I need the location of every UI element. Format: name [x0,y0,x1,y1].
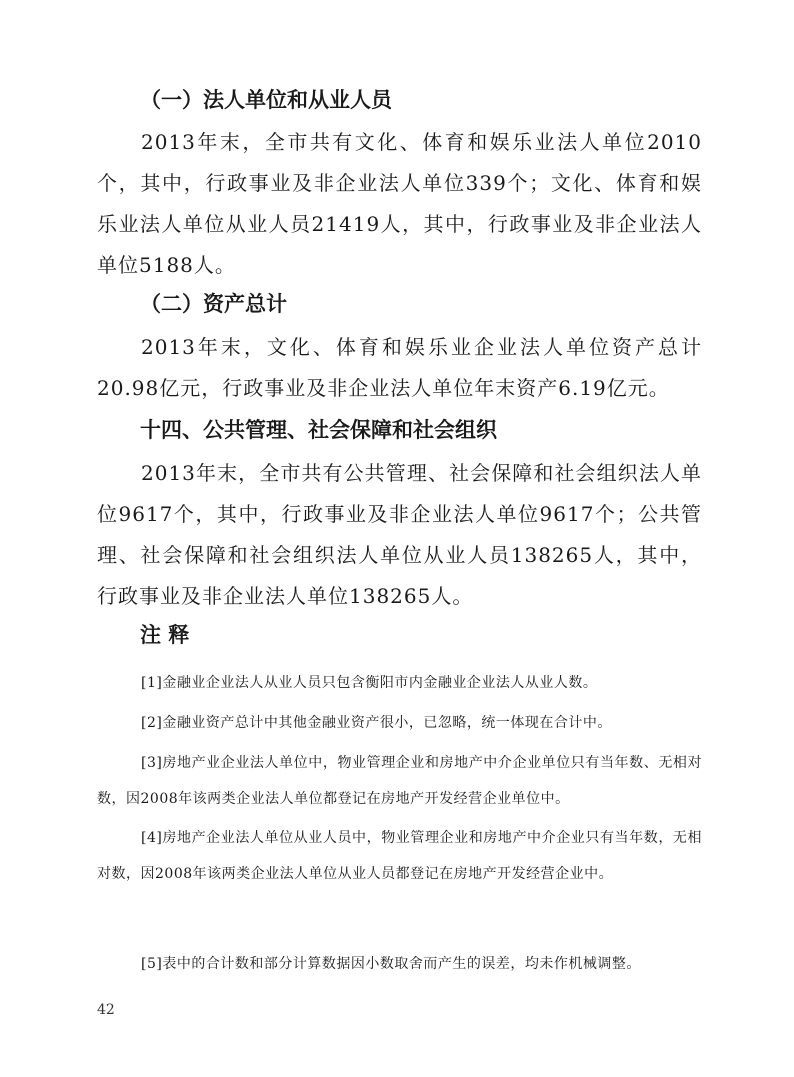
note-item: [3]房地产业企业法人单位中，物业管理企业和房地产中介企业单位只有当年数、无相对数，因2008年该两类企业法人单位都登记在房地产开发经营企业单位中。 [97,755,702,807]
note-item: [1]金融业企业法人从业人员只包含衡阳市内金融业企业法人从业人数。 [141,675,598,691]
note-item: [4]房地产企业法人单位从业人员中，物业管理企业和房地产中介企业只有当年数，无相对数，因2008年该两类企业法人单位从业人员都登记在房地产开发经营企业中。 [97,830,702,882]
note-item: [5]表中的合计数和部分计算数据因小数取舍而产生的误差，均未作机械调整。 [141,956,641,972]
section-heading-total-assets: （二）资产总计 [140,292,287,316]
notes-heading: 注 释 [140,623,190,647]
paragraph-legal-units: 2013年末，全市共有文化、体育和娱乐业法人单位2010个，其中，行政事业及非企业法人单位339个；文化、体育和娱乐业法人单位从业人员21419人，其中，行政事业及非企业法人单位5188人。 [97,130,702,277]
section-heading-public-management: 十四、公共管理、社会保障和社会组织 [140,418,497,442]
paragraph-public-management: 2013年末，全市共有公共管理、社会保障和社会组织法人单位9617个，其中，行政事业及非企业法人单位9617个；公共管理、社会保障和社会组织法人单位从业人员138265人，其中，行政事业及非企业法人单位138265人。 [97,461,702,608]
page-number: 42 [97,1002,115,1018]
note-item: [2]金融业资产总计中其他金融业资产很小，已忽略，统一体现在合计中。 [141,715,612,731]
section-heading-legal-units: （一）法人单位和从业人员 [140,88,392,112]
paragraph-total-assets: 2013年末，文化、体育和娱乐业企业法人单位资产总计20.98亿元，行政事业及非企业法人单位年末资产6.19亿元。 [97,335,702,400]
